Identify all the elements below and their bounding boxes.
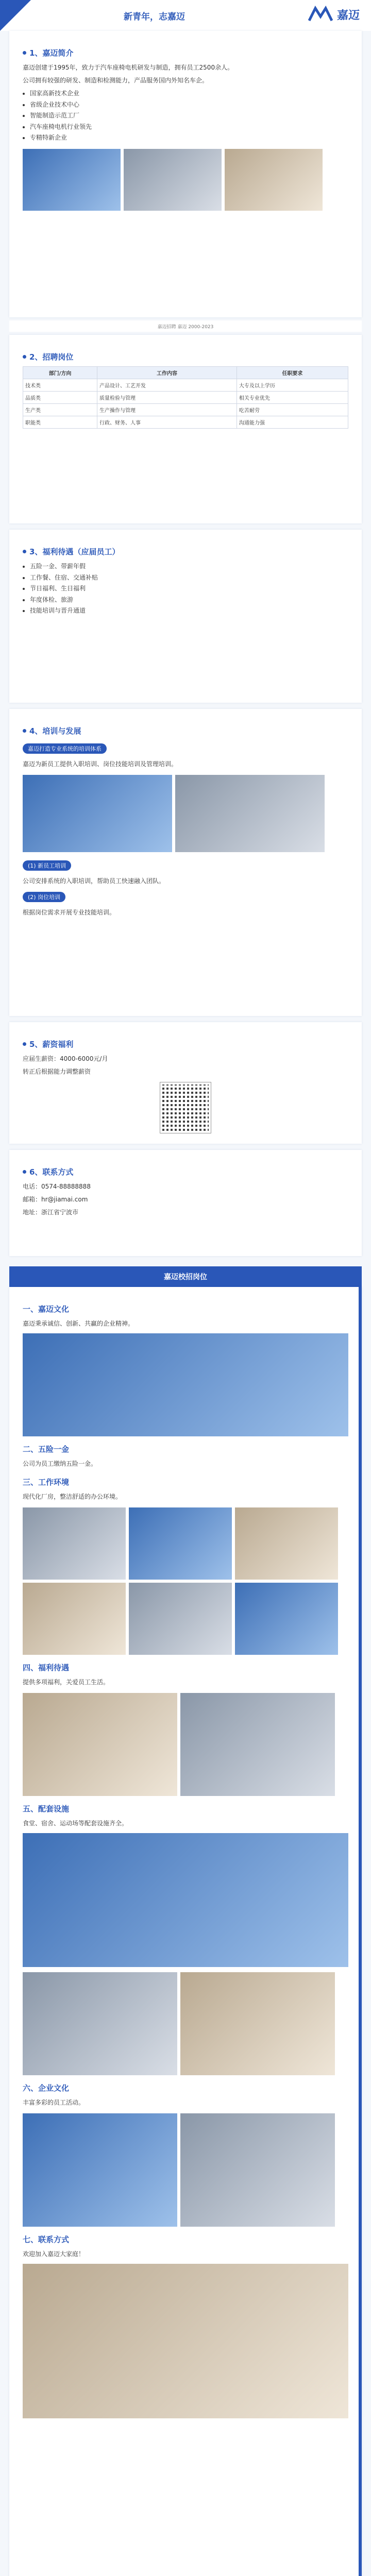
p2-title: 七、联系方式 bbox=[23, 2235, 70, 2244]
list-item: • 省级企业技术中心 bbox=[30, 99, 348, 111]
list-item: • 国家高新技术企业 bbox=[30, 88, 348, 99]
contact-card bbox=[9, 1150, 362, 1256]
logo-icon bbox=[308, 5, 333, 24]
p2-title: 二、五险一金 bbox=[23, 1445, 70, 1454]
para: 转正后根据能力调整薪资 bbox=[23, 1068, 91, 1075]
sub-pill: (2) 岗位培训 bbox=[23, 892, 65, 902]
qr-code-icon bbox=[160, 1082, 211, 1133]
para: 公司安排系统的入职培训，帮助员工快速融入团队。 bbox=[23, 877, 165, 885]
photo-row bbox=[23, 1972, 348, 2075]
welfare-photo bbox=[180, 1693, 335, 1796]
p2-title: 一、嘉迈文化 bbox=[23, 1304, 70, 1314]
training-photo bbox=[23, 775, 172, 852]
photo-row bbox=[23, 2113, 348, 2227]
part2-card bbox=[9, 1287, 362, 2576]
list-item: • 五险一金、带薪年假 bbox=[30, 561, 348, 572]
table-row: 品质类 质量检验与管理 相关专业优先 bbox=[23, 392, 348, 404]
headline: 新青年，志嘉迈 bbox=[124, 12, 185, 22]
sec2-title: 2、招聘岗位 bbox=[23, 351, 348, 362]
sec3-title: 3、福利待遇（应届员工） bbox=[23, 546, 348, 557]
sec1-para: 嘉迈创建于1995年，致力于汽车座椅电机研发与制造，拥有员工2500余人。 bbox=[23, 64, 234, 71]
para: 电话：0574-88888888 bbox=[23, 1183, 91, 1190]
sec6-title: 6、联系方式 bbox=[23, 1166, 348, 1177]
env-photo bbox=[23, 1507, 126, 1580]
facility-photo bbox=[23, 1833, 348, 1967]
team-photo bbox=[23, 2264, 348, 2418]
top-banner bbox=[0, 0, 371, 31]
env-photo bbox=[129, 1583, 232, 1655]
sec1-bullets bbox=[23, 88, 348, 144]
dot-icon bbox=[23, 550, 26, 553]
activity-photo bbox=[23, 2113, 177, 2227]
table-header: 工作内容 bbox=[97, 367, 237, 379]
para: 提供多项福利，关爱员工生活。 bbox=[23, 1679, 110, 1686]
para: 邮箱：hr@jiamai.com bbox=[23, 1196, 88, 1203]
env-photo bbox=[235, 1507, 338, 1580]
para: 根据岗位需求开展专业技能培训。 bbox=[23, 909, 116, 916]
para: 嘉迈为新员工提供入职培训、岗位技能培训及管理培训。 bbox=[23, 760, 178, 768]
brand-name: 嘉迈 bbox=[336, 8, 360, 22]
sub-pill: (1) 新员工培训 bbox=[23, 860, 71, 871]
para: 欢迎加入嘉迈大家庭！ bbox=[23, 2250, 85, 2258]
dot-icon bbox=[23, 1170, 26, 1174]
salary-card bbox=[9, 1022, 362, 1144]
culture-photo bbox=[23, 1333, 348, 1436]
para: 现代化厂房，整洁舒适的办公环境。 bbox=[23, 1493, 122, 1500]
env-photo bbox=[235, 1583, 338, 1655]
table-header: 部门/方向 bbox=[23, 367, 97, 379]
brand bbox=[308, 5, 360, 24]
list-item: • 节日福利、生日福利 bbox=[30, 583, 348, 595]
benefits-list bbox=[23, 561, 348, 617]
photo-row bbox=[23, 775, 348, 852]
activity-photo bbox=[180, 2113, 335, 2227]
table-header: 任职要求 bbox=[237, 367, 348, 379]
dot-icon bbox=[23, 51, 26, 55]
para: 公司为员工缴纳五险一金。 bbox=[23, 1460, 97, 1467]
para: 嘉迈秉承诚信、创新、共赢的企业精神。 bbox=[23, 1320, 134, 1327]
env-photo bbox=[129, 1507, 232, 1580]
factory-photo bbox=[124, 149, 222, 211]
p2-title: 六、企业文化 bbox=[23, 2083, 70, 2093]
benefits-card bbox=[9, 530, 362, 703]
recruit-header: 嘉迈校招岗位 bbox=[9, 1266, 362, 1287]
dot-icon bbox=[23, 729, 26, 733]
photo-row bbox=[23, 149, 348, 211]
sub-pill: 嘉迈打造专业系统的培训体系 bbox=[23, 743, 107, 754]
list-item: • 智能制造示范工厂 bbox=[30, 110, 348, 122]
facility-photo bbox=[23, 1972, 177, 2075]
facility-photo bbox=[180, 1972, 335, 2075]
dot-icon bbox=[23, 355, 26, 359]
para: 丰富多彩的员工活动。 bbox=[23, 2099, 85, 2106]
dot-icon bbox=[23, 1042, 26, 1046]
list-item: • 工作餐、住宿、交通补贴 bbox=[30, 572, 348, 584]
welfare-photo bbox=[23, 1693, 177, 1796]
table-row: 生产类 生产操作与管理 吃苦耐劳 bbox=[23, 404, 348, 416]
intro-card bbox=[9, 31, 362, 317]
ribbon bbox=[359, 1287, 362, 2576]
jobs-card bbox=[9, 335, 362, 523]
para: 应届生薪资：4000-6000元/月 bbox=[23, 1055, 108, 1062]
sec1-title: 1、嘉迈简介 bbox=[23, 47, 348, 58]
photo-row bbox=[23, 1507, 348, 1655]
footer-band: 嘉迈招聘 嘉迈 2000-2023 bbox=[9, 320, 362, 332]
training-photo bbox=[175, 775, 325, 852]
env-photo bbox=[23, 1583, 126, 1655]
sec5-title: 5、薪资福利 bbox=[23, 1039, 348, 1049]
p2-title: 五、配套设施 bbox=[23, 1804, 70, 1814]
jobs-table bbox=[23, 366, 348, 429]
list-item: • 专精特新企业 bbox=[30, 132, 348, 144]
factory-photo bbox=[23, 149, 121, 211]
table-row: 职能类 行政、财务、人事 沟通能力强 bbox=[23, 416, 348, 429]
photo-row bbox=[23, 1693, 348, 1796]
list-item: • 汽车座椅电机行业领先 bbox=[30, 122, 348, 133]
p2-title: 三、工作环境 bbox=[23, 1478, 70, 1487]
para: 食堂、宿舍、运动场等配套设施齐全。 bbox=[23, 1820, 128, 1827]
table-row: 技术类 产品设计、工艺开发 大专及以上学历 bbox=[23, 379, 348, 392]
para: 地址：浙江省宁波市 bbox=[23, 1209, 79, 1216]
training-card bbox=[9, 709, 362, 1016]
list-item: • 年度体检、旅游 bbox=[30, 595, 348, 606]
factory-photo bbox=[225, 149, 323, 211]
sec4-title: 4、培训与发展 bbox=[23, 725, 348, 736]
sec1-para: 公司拥有较强的研发、制造和检测能力，产品服务国内外知名车企。 bbox=[23, 77, 209, 84]
p2-title: 四、福利待遇 bbox=[23, 1663, 70, 1672]
corner-triangle bbox=[0, 0, 31, 31]
list-item: • 技能培训与晋升通道 bbox=[30, 605, 348, 617]
